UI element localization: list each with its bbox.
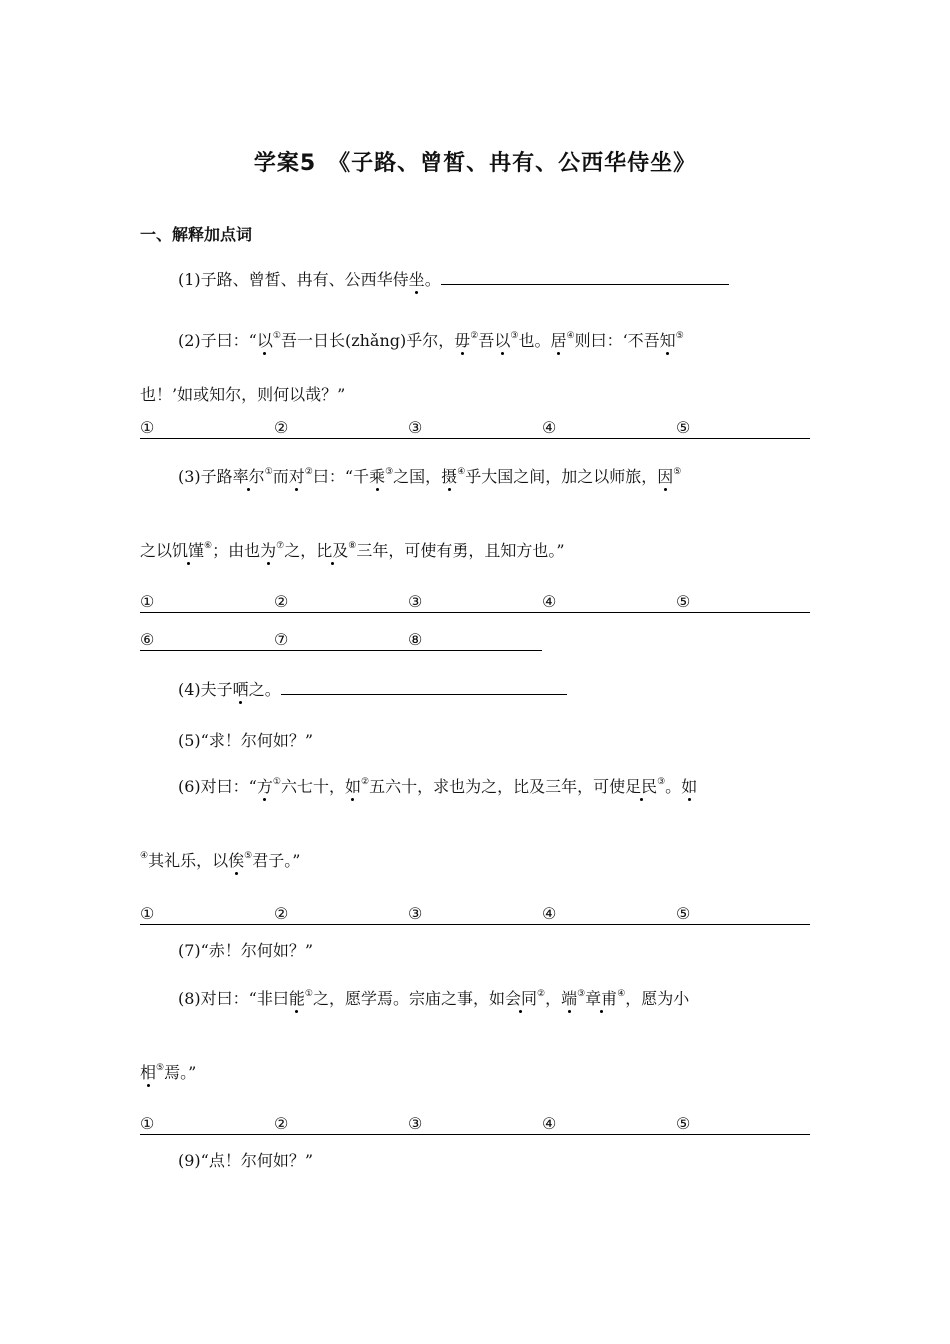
- note-marker: ④: [457, 467, 466, 477]
- q2-text: 也！’如或知尔，则何以哉？”: [140, 385, 346, 404]
- q2-text: 也。: [518, 331, 551, 350]
- note-marker: ③: [510, 331, 519, 341]
- answer-label: ④: [542, 592, 557, 611]
- answer-label: ⑤: [676, 418, 691, 437]
- answer-label: ③: [408, 418, 423, 437]
- note-marker: ①: [272, 777, 281, 787]
- q6-text: 六七十，: [280, 777, 345, 796]
- q3-text: 之国，: [393, 467, 442, 486]
- answer-blank[interactable]: [441, 268, 729, 285]
- answer-label: ③: [408, 1114, 423, 1133]
- answer-label: ⑥: [140, 630, 155, 649]
- question-5: [178, 730, 313, 752]
- q2-text: 则曰：‘不吾: [574, 331, 660, 350]
- dotted-word: 率尔: [232, 467, 265, 486]
- q8-text: ，: [545, 989, 562, 1008]
- q6-text: 。: [665, 777, 682, 796]
- note-marker: ②: [304, 467, 313, 477]
- dotted-word: 饥馑: [172, 541, 205, 560]
- q6-text: (6)对曰：“: [178, 777, 257, 796]
- note-marker: ②: [360, 777, 370, 787]
- answer-label: ②: [274, 904, 289, 923]
- dotted-word: 对: [288, 467, 305, 486]
- q8-text: 焉。”: [164, 1063, 197, 1082]
- dotted-word: 坐: [408, 270, 425, 289]
- q9-text: (9)“点！尔何如？”: [178, 1151, 314, 1170]
- dotted-word: 方: [256, 777, 273, 796]
- answer-label: ⑤: [676, 592, 691, 611]
- dotted-word: 毋: [454, 331, 471, 350]
- question-2-cont: [140, 384, 345, 406]
- section-heading: 一、解释加点词: [140, 225, 253, 244]
- dotted-word: 俟: [228, 851, 245, 870]
- answer-label: ④: [542, 904, 557, 923]
- note-marker: ①: [264, 467, 273, 477]
- question-6: [178, 776, 697, 798]
- question-2: [178, 330, 684, 352]
- dotted-word: 为: [260, 541, 277, 560]
- question-4: [178, 678, 567, 701]
- answer-label: ②: [274, 418, 289, 437]
- q1-text: 。: [424, 270, 441, 289]
- answer-label: ①: [140, 1114, 155, 1133]
- question-7: [178, 940, 313, 962]
- question-9: [178, 1150, 313, 1172]
- q6-text: 其礼乐，以: [148, 851, 229, 870]
- q4-text: (4)夫子: [178, 680, 233, 699]
- q2-text: 吾: [478, 331, 495, 350]
- answer-label: ②: [274, 1114, 289, 1133]
- dotted-word: 相: [140, 1063, 157, 1082]
- answer-label: ⑦: [274, 630, 289, 649]
- note-marker: ⑤: [675, 331, 684, 341]
- q5-text: (5)“求！尔何如？”: [178, 731, 314, 750]
- dotted-word: 章甫: [585, 989, 618, 1008]
- q6-text: 君子。”: [252, 851, 301, 870]
- answer-label: ④: [542, 1114, 557, 1133]
- q3-text: 三年，可使有勇，且知方也。”: [356, 541, 565, 560]
- answer-label: ④: [542, 418, 557, 437]
- q3-text: 之，: [284, 541, 317, 560]
- q4-text: 之。: [248, 680, 281, 699]
- dotted-word: 居: [550, 331, 567, 350]
- dotted-word: 能: [288, 989, 305, 1008]
- note-marker: ③: [385, 467, 394, 477]
- answer-label: ①: [140, 592, 155, 611]
- answer-label: ③: [408, 592, 423, 611]
- page-title: 学案5 《子路、曾皙、冉有、公西华侍坐》: [253, 151, 697, 176]
- answer-label: ⑤: [676, 904, 691, 923]
- answer-blank[interactable]: [281, 678, 567, 695]
- answer-label: ②: [274, 592, 289, 611]
- question-1: [178, 268, 729, 291]
- note-marker: ⑥: [204, 541, 213, 551]
- answer-label: ⑤: [676, 1114, 691, 1133]
- q6-text: 五六十，求也为之，比及三年，可使: [369, 777, 626, 796]
- note-marker: ⑤: [244, 851, 253, 861]
- q8-text: 之，愿学焉。宗庙之事，如: [312, 989, 505, 1008]
- note-marker: ③: [577, 989, 586, 999]
- answer-label: ③: [408, 904, 423, 923]
- answer-row[interactable]: [140, 590, 810, 613]
- note-marker: ⑧: [348, 541, 357, 551]
- dotted-word: 会同: [504, 989, 537, 1008]
- dotted-word: 知: [659, 331, 676, 350]
- dotted-word: 比及: [316, 541, 349, 560]
- dotted-word: 摄: [441, 467, 458, 486]
- note-marker: ④: [140, 851, 149, 861]
- answer-row[interactable]: [140, 628, 542, 651]
- dotted-word: 足民: [625, 777, 658, 796]
- q3-text: 而: [272, 467, 289, 486]
- note-marker: ①: [272, 331, 281, 341]
- answer-row[interactable]: [140, 1112, 810, 1135]
- dotted-word: 因: [657, 467, 674, 486]
- note-marker: ②: [536, 989, 546, 999]
- q8-text: (8)对曰：“非曰: [178, 989, 289, 1008]
- dotted-word: 端: [561, 989, 578, 1008]
- answer-label: ⑧: [408, 630, 423, 649]
- dotted-word: 如: [681, 777, 698, 796]
- q3-text: 之以: [140, 541, 173, 560]
- question-8: [178, 988, 689, 1010]
- q2-text: 吾一日长(zhǎng)乎尔，: [280, 331, 455, 350]
- question-6-cont: [140, 850, 300, 872]
- note-marker: ④: [566, 331, 575, 341]
- answer-label: ①: [140, 904, 155, 923]
- dotted-word: 哂: [232, 680, 249, 699]
- dotted-word: 以: [256, 331, 273, 350]
- answer-row[interactable]: [140, 416, 810, 439]
- q7-text: (7)“赤！尔何如？”: [178, 941, 314, 960]
- note-marker: ⑦: [276, 541, 285, 551]
- answer-label: ①: [140, 418, 155, 437]
- dotted-word: 以: [494, 331, 511, 350]
- q3-text: 乎大国之间，加之以师旅，: [465, 467, 658, 486]
- q1-text: (1)子路、曾皙、冉有、公西华侍: [178, 270, 409, 289]
- q3-text: ；由也: [212, 541, 261, 560]
- question-3-cont: [140, 540, 565, 562]
- note-marker: ④: [617, 989, 626, 999]
- question-3: [178, 466, 681, 488]
- dotted-word: 乘: [369, 467, 386, 486]
- q3-text: 曰：“千: [312, 467, 370, 486]
- note-marker: ②: [470, 331, 479, 341]
- note-marker: ①: [304, 989, 313, 999]
- note-marker: ③: [657, 777, 666, 787]
- note-marker: ⑤: [156, 1063, 165, 1073]
- question-8-cont: [140, 1062, 196, 1084]
- q8-text: ，愿为小: [625, 989, 690, 1008]
- dotted-word: 如: [344, 777, 361, 796]
- note-marker: ⑤: [673, 467, 682, 477]
- q2-text: (2)子曰：“: [178, 331, 257, 350]
- q3-text: (3)子路: [178, 467, 233, 486]
- answer-row[interactable]: [140, 902, 810, 925]
